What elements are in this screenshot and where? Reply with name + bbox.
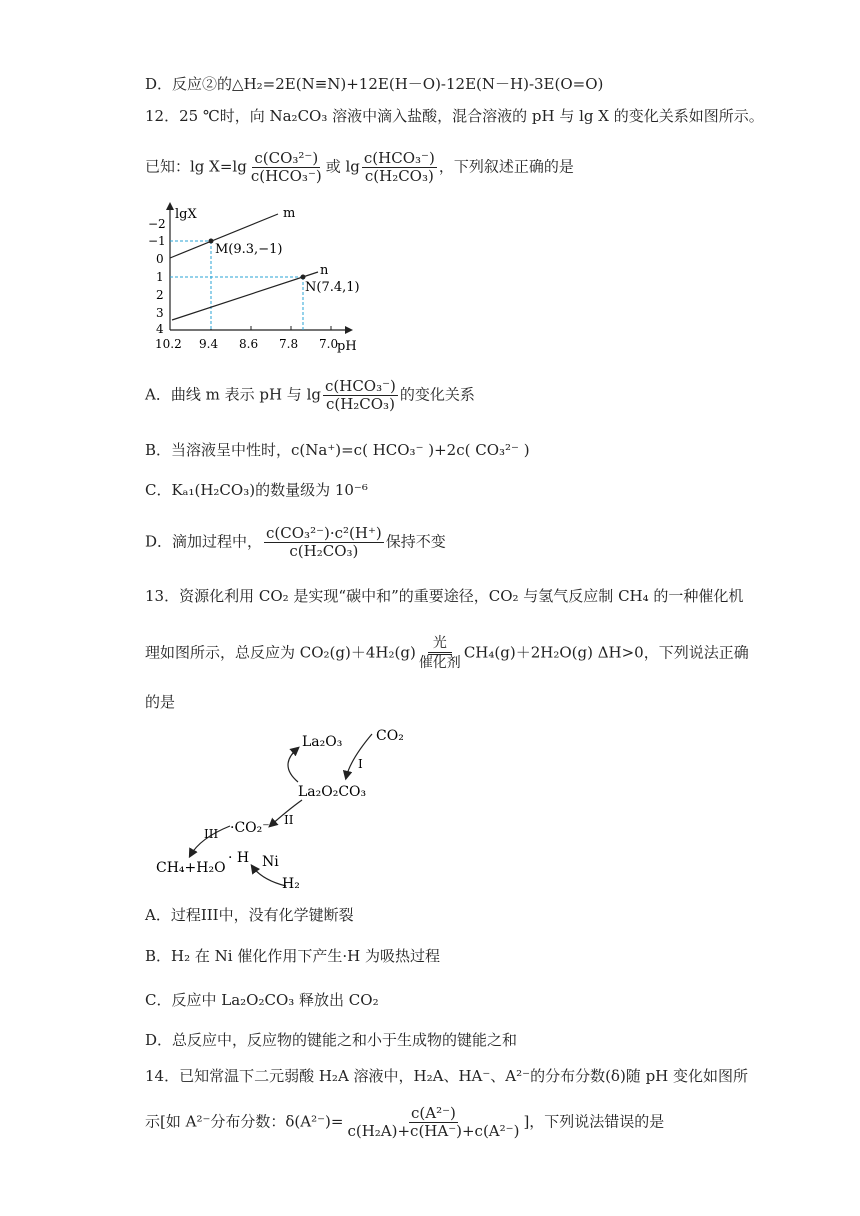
q13-option-c: C．反应中 La₂O₂CO₃ 释放出 CO₂: [145, 991, 379, 1009]
point-m: [209, 239, 214, 244]
y-axis-label: lgX: [175, 207, 197, 222]
label-step2: II: [284, 813, 294, 827]
x-axis-arrow: [345, 326, 353, 334]
xtick: 7.8: [279, 337, 299, 351]
ytick: 4: [156, 322, 164, 336]
label-h2: H₂: [282, 876, 300, 892]
arrow-step1: [346, 734, 372, 778]
label-point-m: M(9.3,−1): [215, 242, 283, 257]
q13-option-d: D．总反应中，反应物的键能之和小于生成物的键能之和: [145, 1031, 518, 1049]
xtick: 8.6: [239, 337, 259, 351]
label-point-n: N(7.4,1): [305, 280, 360, 295]
q14-line2: 示[如 A²⁻分布分数：δ(A²⁻)= $\frac{\text{c(A²⁻)}}{\text{c(H₂A)+c(HA⁻)+c(A²⁻)}}$ ]，下列说法错误的是: [145, 1104, 665, 1140]
q13-line2: 理如图所示，总反应为 CO₂(g)＋4H₂(g) 光 催化剂 CH₄(g)＋2H₂O(g) ΔH>0，下列说法正确: [145, 635, 749, 671]
arrow-la2o3-regen: [288, 748, 298, 782]
label-step3: III: [204, 827, 219, 841]
q13-line1: 13．资源化利用 CO₂ 是实现“碳中和”的重要途径，CO₂ 与氢气反应制 CH₄ 的一种催化机: [145, 587, 744, 605]
reaction-condition: 光 催化剂: [418, 635, 461, 671]
q12-stem: 12．25 ℃时，向 Na₂CO₃ 溶液中滴入盐酸，混合溶液的 pH 与 lg X 的变化关系如图所示。: [145, 107, 764, 125]
prev-option-d: D．反应②的△H₂=2E(N≡N)+12E(H－O)-12E(N－H)-3E(O=O): [145, 75, 604, 93]
q12-graph: [140, 200, 380, 360]
label-n: n: [320, 263, 329, 278]
label-product: CH₄+H₂O: [156, 860, 226, 876]
ytick: −1: [148, 234, 166, 248]
q12-option-b: B．当溶液呈中性时，c(Na⁺)=c( HCO₃⁻ )+2c( CO₃²⁻ ): [145, 441, 530, 459]
label-co2-in: CO₂: [376, 728, 404, 744]
point-n: [301, 275, 306, 280]
ytick: 1: [156, 270, 164, 284]
x-axis-label: pH: [337, 339, 357, 354]
q12-option-c: C．Kₐ₁(H₂CO₃)的数量级为 10⁻⁶: [145, 481, 368, 499]
ytick: −2: [148, 217, 166, 231]
q13-option-a: A．过程III中，没有化学键断裂: [145, 906, 354, 924]
xtick: 10.2: [155, 337, 182, 351]
xtick: 9.4: [199, 337, 219, 351]
q12-frac2: $\frac{\text{c(HCO₃⁻)}}{\text{c(H₂CO₃)}}$: [363, 149, 435, 185]
label-step1: I: [358, 757, 363, 771]
q13-option-b: B．H₂ 在 Ni 催化作用下产生·H 为吸热过程: [145, 947, 440, 965]
label-la2o2co3: La₂O₂CO₃: [298, 784, 367, 800]
y-axis-arrow: [166, 202, 174, 210]
line-n: [172, 272, 318, 320]
label-co2-radical: ·CO₂⁻: [230, 820, 270, 836]
q12-known: 已知：lg X=lg $\frac{\text{c(CO₃²⁻)}}{\text{c(HCO₃⁻)}}$ 或 lg $\frac{\text{c(HCO₃⁻)}}{\text{c(H₂CO₃)}}$ ，下列叙述正确的是: [145, 149, 574, 185]
q13-line3: 的是: [145, 693, 176, 711]
label-h-radical: · H: [228, 850, 250, 866]
xtick: 7.0: [319, 337, 339, 351]
q12-frac1: $\frac{\text{c(CO₃²⁻)}}{\text{c(HCO₃⁻)}}$: [250, 149, 322, 185]
label-la2o3: La₂O₃: [302, 734, 343, 750]
label-m: m: [283, 206, 296, 221]
q13-mechanism-diagram: [150, 720, 430, 900]
ytick: 0: [156, 252, 164, 266]
q14-line1: 14．已知常温下二元弱酸 H₂A 溶液中，H₂A、HA⁻、A²⁻的分布分数(δ)随 pH 变化如图所: [145, 1067, 749, 1085]
ytick: 3: [156, 306, 164, 320]
q12-option-a: A．曲线 m 表示 pH 与 lg $\frac{\text{c(HCO₃⁻)}}{\text{c(H₂CO₃)}}$ 的变化关系: [145, 377, 475, 413]
q12-option-d: D．滴加过程中， $\frac{\text{c(CO₃²⁻)·c²(H⁺)}}{\text{c(H₂CO₃)}}$ 保持不变: [145, 524, 446, 560]
label-ni: Ni: [262, 854, 279, 870]
ytick: 2: [156, 288, 164, 302]
q14-frac: $\frac{\text{c(A²⁻)}}{\text{c(H₂A)+c(HA⁻)+c(A²⁻)}}$: [347, 1104, 520, 1140]
